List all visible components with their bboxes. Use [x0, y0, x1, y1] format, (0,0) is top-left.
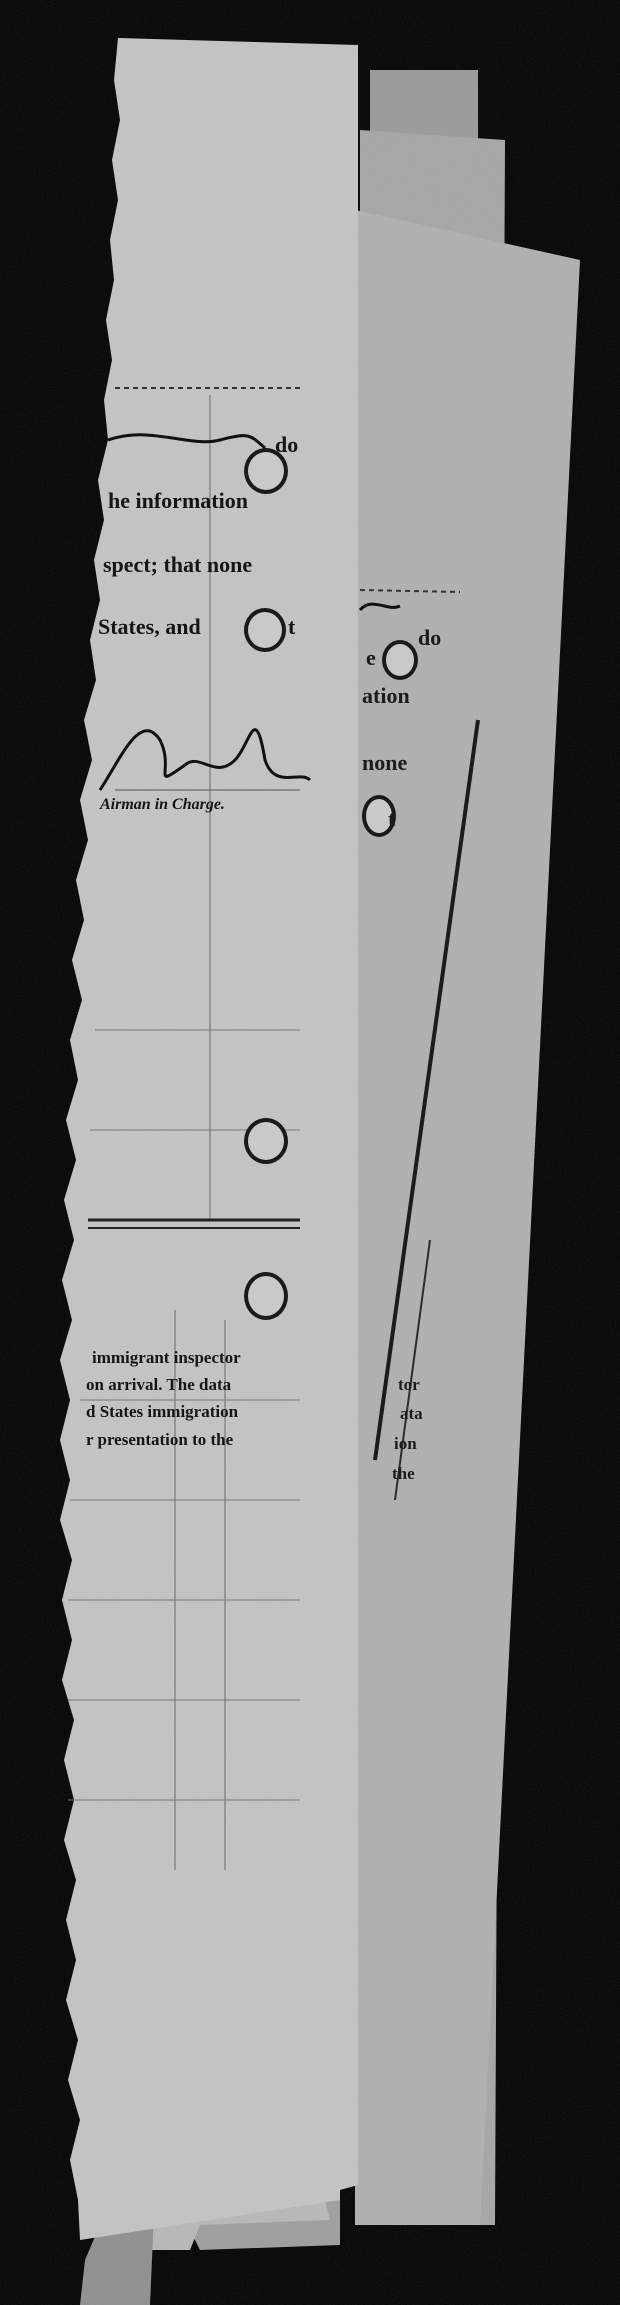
- paragraph-line-3: d States immigration: [86, 1402, 239, 1421]
- text-line-none: spect; that none: [103, 552, 253, 577]
- back-para-line-4: the: [392, 1464, 415, 1483]
- punch-hole: [244, 1272, 288, 1320]
- text-line-t: t: [288, 614, 296, 639]
- back-para-line-2: ata: [400, 1404, 423, 1423]
- back-text-do: do: [418, 625, 442, 650]
- back-text-t: t: [388, 806, 396, 831]
- punch-hole: [244, 608, 286, 652]
- text-line-information: he information: [108, 488, 248, 513]
- back-para-line-1: tor: [398, 1375, 420, 1394]
- signature-caption: Airman in Charge.: [100, 796, 225, 813]
- punch-hole: [244, 1118, 288, 1164]
- back-text-ation: ation: [362, 683, 410, 708]
- punch-hole: [382, 640, 418, 680]
- text-line-do: do: [275, 432, 299, 457]
- paragraph-line-2: on arrival. The data: [86, 1375, 232, 1394]
- paragraph-line-1: immigrant inspector: [92, 1348, 241, 1367]
- paragraph-line-4: r presentation to the: [86, 1430, 234, 1449]
- text-line-states: States, and: [98, 614, 201, 639]
- back-text-e: e: [366, 645, 376, 670]
- back-text-none: none: [362, 750, 408, 775]
- back-para-line-3: ion: [394, 1434, 417, 1453]
